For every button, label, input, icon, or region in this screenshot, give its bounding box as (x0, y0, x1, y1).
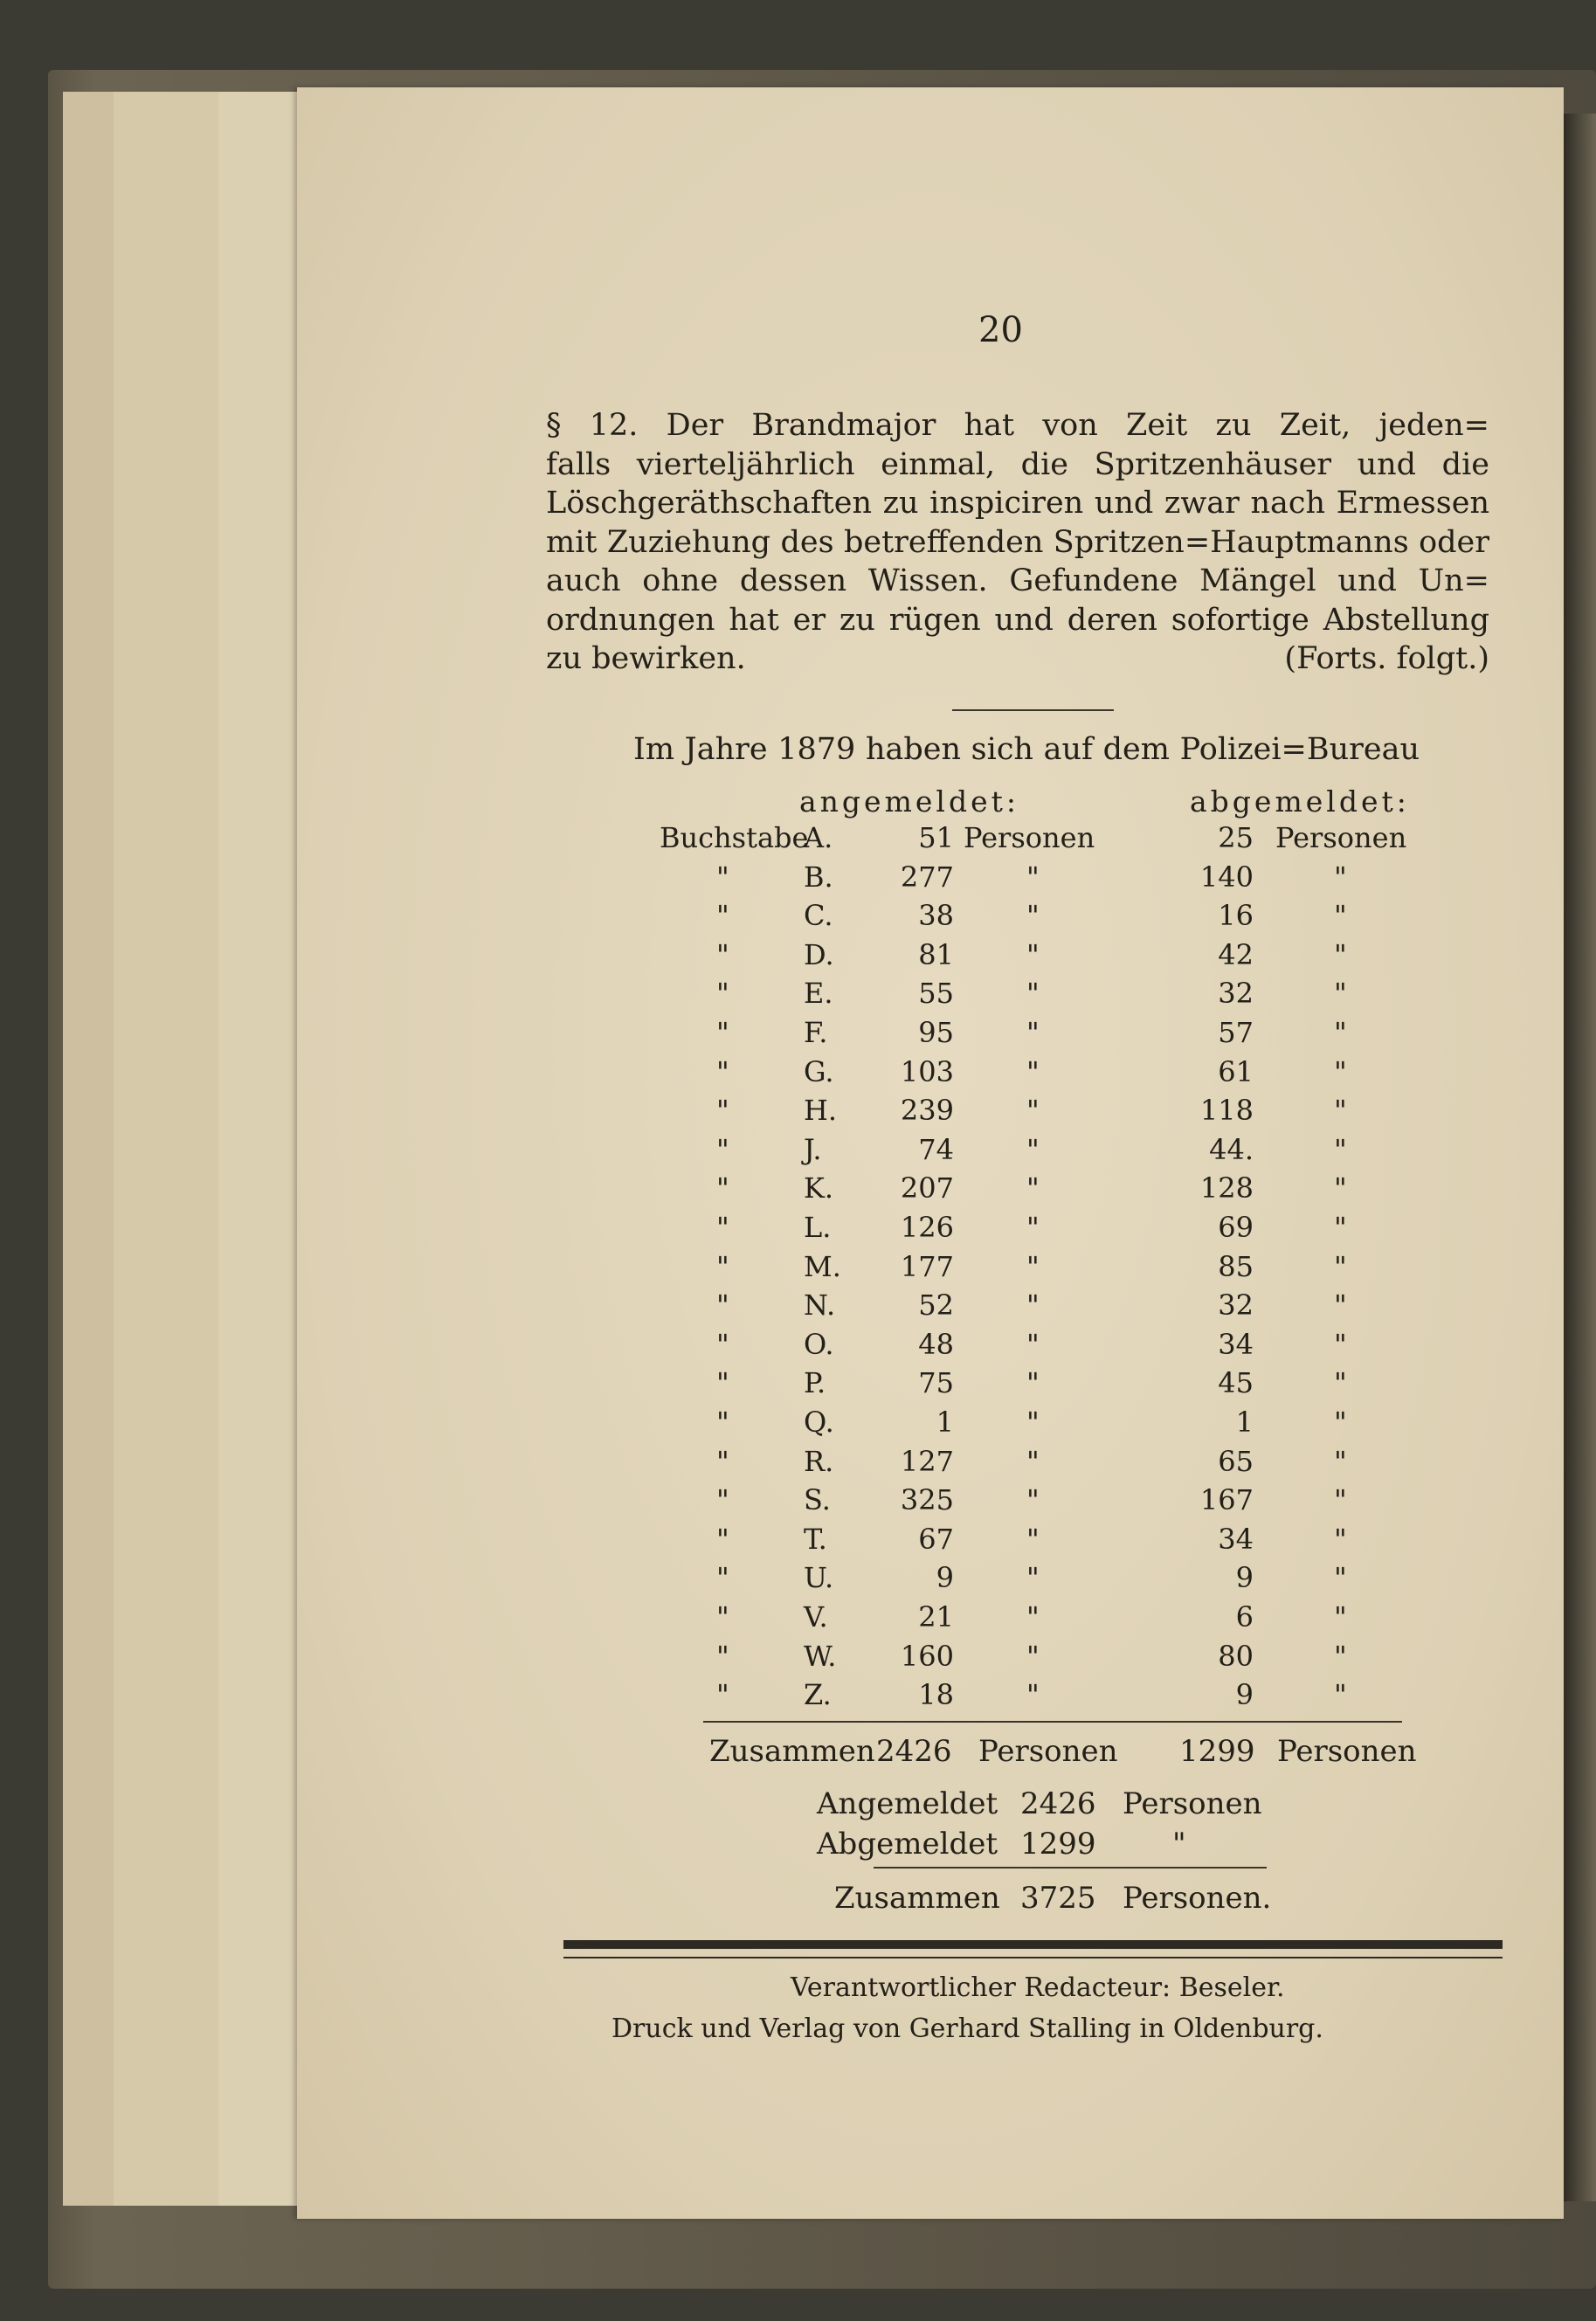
row-deregistered: 34 (1218, 1522, 1254, 1556)
continued-note: (Forts. folgt.) (1284, 641, 1489, 676)
row-deregistered: 61 (1218, 1054, 1254, 1088)
row-deregistered: 57 (1218, 1016, 1254, 1049)
row-registered: 207 (900, 1171, 954, 1205)
row-ditto: " (716, 1639, 729, 1673)
row-registered: 1 (936, 1406, 954, 1439)
row-ditto-registered: " (1026, 1444, 1040, 1478)
row-registered: 103 (900, 1054, 954, 1088)
row-ditto-registered: " (1026, 1406, 1040, 1439)
row-letter: W. (804, 1639, 837, 1673)
row-registered: 38 (918, 899, 954, 933)
row-registered: 67 (918, 1522, 954, 1556)
row-deregistered: 6 (1235, 1600, 1254, 1634)
row-deregistered: 118 (1199, 1094, 1254, 1128)
row-letter: N. (804, 1288, 836, 1323)
row-registered: 81 (918, 937, 954, 971)
row-ditto: " (716, 1132, 729, 1166)
row-letter: E. (804, 977, 833, 1011)
row-letter: C. (804, 899, 833, 933)
row-deregistered: 45 (1218, 1366, 1254, 1400)
row-ditto-deregistered: " (1334, 1288, 1347, 1323)
row-ditto: " (716, 1366, 729, 1400)
row-deregistered: 69 (1218, 1211, 1254, 1244)
row-registered: 51 (918, 821, 954, 854)
row-ditto-registered: " (1026, 1211, 1040, 1244)
row-ditto: " (716, 1016, 729, 1049)
row-letter: J. (804, 1132, 822, 1166)
summary-deregistered-value: 1299 (1020, 1827, 1096, 1862)
row-ditto-registered: " (1026, 1561, 1040, 1595)
row-ditto: " (716, 1288, 729, 1323)
row-ditto-registered: " (1026, 1016, 1040, 1049)
row-letter: R. (804, 1444, 834, 1478)
row-ditto: " (716, 1094, 729, 1128)
row-deregistered: 42 (1218, 937, 1254, 971)
row-ditto-registered: " (1026, 1522, 1040, 1556)
summary-registered-value: 2426 (1020, 1786, 1096, 1821)
row-ditto: " (716, 1600, 729, 1634)
row-letter: Z. (804, 1678, 832, 1712)
row-label: Buchstabe (660, 821, 809, 854)
row-ditto-registered: " (1026, 860, 1040, 894)
row-letter: F. (804, 1016, 828, 1049)
paragraph-line: auch ohne dessen Wissen. Gefundene Mängel und Un= (546, 563, 1489, 598)
row-ditto-registered: " (1026, 1171, 1040, 1205)
row-letter: K. (804, 1171, 834, 1205)
grand-total-label: Zusammen (834, 1881, 1000, 1916)
row-letter: O. (804, 1327, 834, 1361)
row-registered: 55 (918, 977, 954, 1011)
row-ditto: " (716, 1171, 729, 1205)
row-unit-registered: Personen (964, 821, 1095, 854)
grand-total-value: 3725 (1020, 1881, 1096, 1916)
row-ditto-deregistered: " (1334, 1171, 1347, 1205)
row-ditto-deregistered: " (1334, 1406, 1347, 1439)
row-ditto-deregistered: " (1334, 1561, 1347, 1595)
row-ditto-deregistered: " (1334, 1639, 1347, 1673)
publisher-line: Druck und Verlag von Gerhard Stalling in Oldenburg. (611, 2014, 1323, 2044)
total-deregistered-unit: Personen (1277, 1734, 1417, 1769)
row-ditto-deregistered: " (1334, 937, 1347, 971)
row-registered: 126 (900, 1211, 954, 1244)
total-deregistered: 1299 (1179, 1734, 1255, 1769)
row-letter: H. (804, 1094, 838, 1128)
row-ditto-deregistered: " (1334, 1211, 1347, 1244)
row-ditto-registered: " (1026, 1678, 1040, 1712)
paragraph-line-last (546, 639, 1489, 679)
paragraph-end: zu bewirken. (546, 641, 746, 676)
row-ditto-deregistered: " (1334, 1249, 1347, 1283)
row-ditto-deregistered: " (1334, 977, 1347, 1011)
section-divider (952, 709, 1114, 711)
row-registered: 18 (918, 1678, 954, 1712)
row-ditto: " (716, 899, 729, 933)
row-deregistered: 34 (1218, 1327, 1254, 1361)
row-letter: Q. (804, 1406, 834, 1439)
row-deregistered: 140 (1199, 860, 1254, 894)
row-registered: 277 (900, 860, 954, 894)
row-deregistered: 9 (1235, 1561, 1254, 1595)
row-ditto-deregistered: " (1334, 1444, 1347, 1478)
row-ditto: " (716, 1444, 729, 1478)
row-deregistered: 65 (1218, 1444, 1254, 1478)
row-ditto-deregistered: " (1334, 899, 1347, 933)
row-letter: B. (804, 860, 833, 894)
row-deregistered: 128 (1199, 1171, 1254, 1205)
row-ditto: " (716, 1406, 729, 1439)
row-registered: 21 (918, 1600, 954, 1634)
header-deregistered: abgemeldet: (1190, 784, 1410, 819)
row-deregistered: 80 (1218, 1639, 1254, 1673)
row-ditto-deregistered: " (1334, 860, 1347, 894)
row-ditto-deregistered: " (1334, 1366, 1347, 1400)
row-ditto-registered: " (1026, 937, 1040, 971)
row-registered: 52 (918, 1288, 954, 1323)
row-letter: P. (804, 1366, 826, 1400)
paragraph-line: falls vierteljährlich einmal, die Spritzenhäuser und die (546, 446, 1489, 482)
row-registered: 9 (936, 1561, 954, 1595)
row-ditto-registered: " (1026, 1094, 1040, 1128)
row-registered: 74 (918, 1132, 954, 1166)
row-deregistered: 85 (1218, 1249, 1254, 1283)
page-number: 20 (978, 310, 1023, 350)
row-ditto: " (716, 1054, 729, 1088)
row-deregistered: 32 (1218, 977, 1254, 1011)
row-ditto-deregistered: " (1334, 1054, 1347, 1088)
row-ditto: " (716, 1561, 729, 1595)
facing-page-edge (1564, 114, 1596, 2201)
row-ditto-deregistered: " (1334, 1094, 1347, 1128)
row-registered: 160 (900, 1639, 954, 1673)
row-ditto-deregistered: " (1334, 1016, 1347, 1049)
row-ditto-deregistered: " (1334, 1483, 1347, 1517)
row-deregistered: 32 (1218, 1288, 1254, 1323)
row-letter: G. (804, 1054, 834, 1088)
row-ditto-deregistered: " (1334, 1600, 1347, 1634)
row-letter: L. (804, 1211, 832, 1244)
row-ditto: " (716, 1522, 729, 1556)
summary-registered-label: Angemeldet (817, 1786, 998, 1821)
row-ditto-registered: " (1026, 1483, 1040, 1517)
paragraph-line: Löschgeräthschaften zu inspiciren und zwar nach Ermessen (546, 486, 1489, 521)
summary-registered-unit: Personen (1123, 1786, 1262, 1821)
row-registered: 75 (918, 1366, 954, 1400)
row-deregistered: 1 (1235, 1406, 1254, 1439)
row-ditto: " (716, 1678, 729, 1712)
row-ditto: " (716, 1483, 729, 1517)
row-deregistered: 9 (1235, 1678, 1254, 1712)
summary-deregistered-label: Abgemeldet (817, 1827, 998, 1862)
paragraph-line: § 12. Der Brandmajor hat von Zeit zu Zeit, jeden= (546, 408, 1489, 443)
grand-total-unit: Personen. (1123, 1881, 1272, 1916)
row-letter: U. (804, 1561, 834, 1595)
row-registered: 48 (918, 1327, 954, 1361)
row-ditto-deregistered: " (1334, 1132, 1347, 1166)
paragraph-line: mit Zuziehung des betreffenden Spritzen=Hauptmanns oder (546, 524, 1489, 560)
row-registered: 127 (900, 1444, 954, 1478)
imprint-rule-thick (563, 1940, 1503, 1949)
row-ditto-registered: " (1026, 1249, 1040, 1283)
row-ditto-registered: " (1026, 1288, 1040, 1323)
row-deregistered: 25 (1218, 821, 1254, 854)
header-registered: angemeldet: (799, 784, 1019, 819)
sum-rule (703, 1721, 1402, 1723)
row-ditto-registered: " (1026, 1054, 1040, 1088)
row-registered: 325 (900, 1483, 954, 1517)
paragraph-line: ordnungen hat er zu rügen und deren sofortige Abstellung (546, 602, 1489, 638)
row-deregistered: 44. (1209, 1132, 1254, 1166)
row-unit-deregistered: Personen (1275, 821, 1407, 854)
total-registered-unit: Personen (978, 1734, 1118, 1769)
row-letter: M. (804, 1249, 841, 1283)
row-registered: 95 (918, 1016, 954, 1049)
row-letter: D. (804, 937, 834, 971)
row-letter: S. (804, 1483, 831, 1517)
editor-line: Verantwortlicher Redacteur: Beseler. (791, 1972, 1285, 2003)
row-registered: 177 (900, 1249, 954, 1283)
row-ditto: " (716, 1249, 729, 1283)
row-ditto-registered: " (1026, 899, 1040, 933)
imprint-rule-thin (563, 1957, 1503, 1958)
row-ditto: " (716, 937, 729, 971)
total-label: Zusammen (709, 1734, 875, 1769)
row-deregistered: 16 (1218, 899, 1254, 933)
total-registered: 2426 (876, 1734, 952, 1769)
summary-rule (874, 1867, 1267, 1869)
row-ditto-deregistered: " (1334, 1678, 1347, 1712)
row-registered: 239 (900, 1094, 954, 1128)
summary-deregistered-ditto: " (1172, 1827, 1186, 1862)
row-ditto: " (716, 977, 729, 1011)
row-deregistered: 167 (1199, 1483, 1254, 1517)
row-ditto-registered: " (1026, 1132, 1040, 1166)
row-ditto-registered: " (1026, 1327, 1040, 1361)
row-ditto: " (716, 1327, 729, 1361)
row-ditto: " (716, 1211, 729, 1244)
row-letter: T. (804, 1522, 827, 1556)
row-ditto-deregistered: " (1334, 1327, 1347, 1361)
page-edges-top (218, 92, 298, 2206)
row-letter: A. (804, 821, 833, 854)
row-ditto-deregistered: " (1334, 1522, 1347, 1556)
row-letter: V. (804, 1600, 828, 1634)
row-ditto-registered: " (1026, 1600, 1040, 1634)
section-paragraph (546, 406, 1489, 679)
row-ditto: " (716, 860, 729, 894)
row-ditto-registered: " (1026, 1366, 1040, 1400)
table-intro: Im Jahre 1879 haben sich auf dem Polizei=Bureau (633, 732, 1420, 767)
row-ditto-registered: " (1026, 1639, 1040, 1673)
row-ditto-registered: " (1026, 977, 1040, 1011)
